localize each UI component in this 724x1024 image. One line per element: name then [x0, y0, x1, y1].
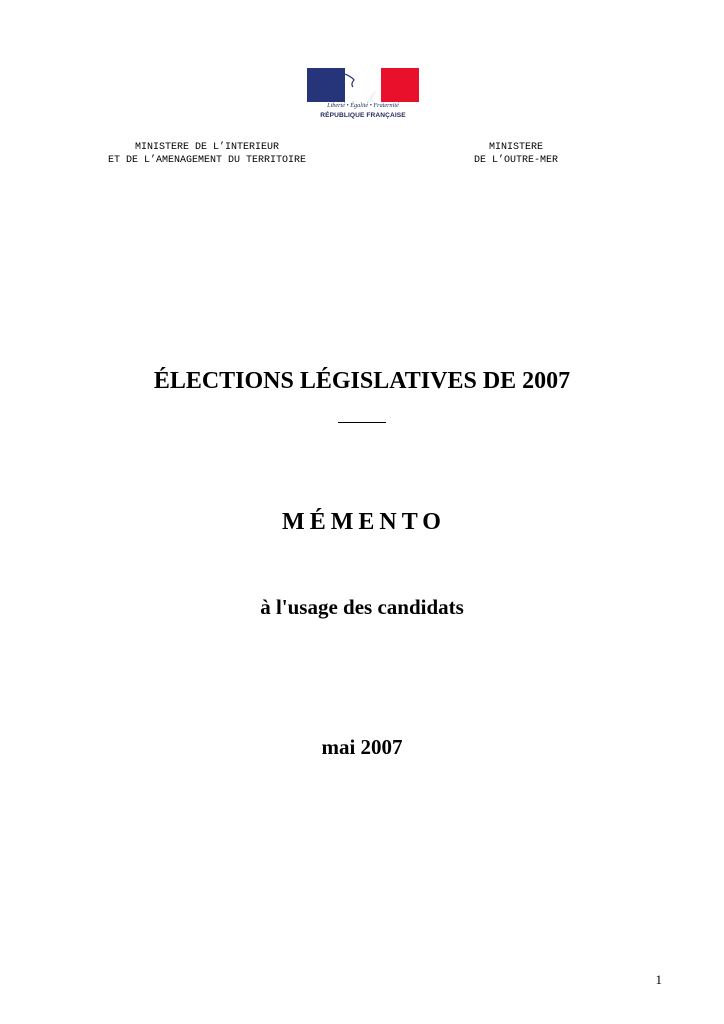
ministry-overseas-heading — [456, 141, 576, 167]
marianne-flag-icon — [307, 68, 419, 102]
logo-motto: Liberté • Égalité • Fraternité — [327, 102, 399, 109]
document-date: mai 2007 — [321, 735, 403, 759]
republique-francaise-logo — [307, 68, 419, 123]
page-number: 1 — [655, 972, 662, 987]
title-divider — [338, 422, 386, 423]
ministry-interior-line-1: MINISTERE DE L’INTERIEUR — [134, 142, 280, 153]
ministry-overseas-line-1: MINISTERE — [488, 142, 543, 153]
ministry-interior-heading — [82, 141, 332, 167]
memento-heading: MÉMENTO — [282, 509, 446, 535]
logo-republique-francaise: RÉPUBLIQUE FRANÇAISE — [320, 112, 406, 119]
ministry-interior-line-2: ET DE L’AMENAGEMENT DU TERRITOIRE — [107, 155, 307, 166]
document-subtitle: à l'usage des candidats — [260, 595, 464, 619]
document-title: ÉLECTIONS LÉGISLATIVES DE 2007 — [153, 368, 571, 394]
ministry-overseas-line-2: DE L’OUTRE-MER — [473, 155, 558, 166]
